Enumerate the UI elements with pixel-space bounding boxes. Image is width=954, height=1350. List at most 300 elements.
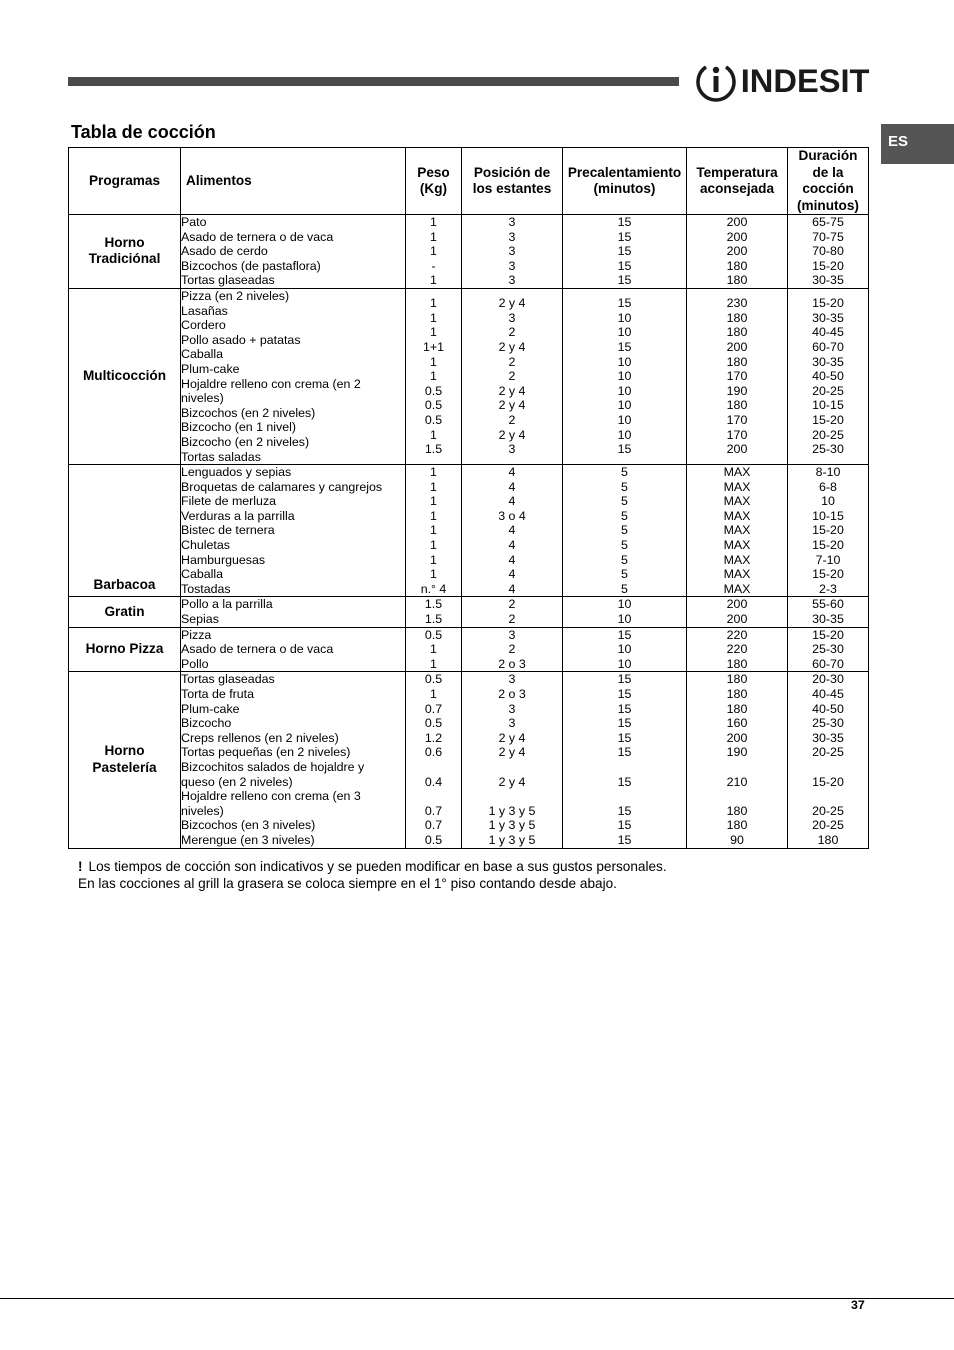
program-name: Barbacoa: [69, 465, 181, 597]
list-item: 90: [730, 832, 744, 847]
list-item: 1: [430, 427, 437, 442]
list-item: 1: [430, 369, 437, 384]
list-item: 0.7: [424, 701, 443, 716]
list-item: 170: [726, 369, 748, 384]
list-item: 0.7: [424, 803, 443, 818]
list-item: 3: [508, 310, 516, 325]
list-item: 1 y 3 y 5: [488, 818, 536, 833]
list-item: 2 y 4: [498, 774, 526, 789]
table-row: [69, 215, 869, 289]
list-item: 160: [726, 716, 748, 731]
note-line-2: En las cocciones al grill la grasera se coloca siempre en el 1° piso contando desde abajo.: [78, 876, 617, 891]
list-item: 10: [617, 398, 632, 413]
value-list-dur: [788, 465, 869, 597]
list-item: 65-75: [812, 215, 844, 229]
list-item: 1: [430, 567, 437, 582]
list-item: 1 y 3 y 5: [488, 803, 536, 818]
list-item: 3: [508, 273, 516, 288]
list-item: 200: [726, 612, 748, 627]
list-item: 1: [430, 494, 437, 509]
list-item: 20-25: [812, 803, 844, 818]
list-item: Pollo: [181, 656, 209, 671]
list-item: 15-20: [812, 627, 844, 642]
list-item: 20-30: [812, 672, 844, 687]
list-item: 4: [508, 465, 516, 480]
list-item: 3: [508, 672, 516, 687]
value-list-pre: [563, 627, 687, 672]
program-name: Gratin: [69, 597, 181, 627]
header-bar: [68, 77, 679, 86]
list-item: 10: [617, 642, 632, 657]
list-item: Pollo a la parrilla: [181, 597, 273, 612]
table-row: [69, 672, 869, 848]
value-list-peso: [406, 215, 462, 289]
list-item: 10: [617, 597, 632, 612]
list-item: 3: [508, 701, 516, 716]
list-item: 1.5: [424, 612, 443, 627]
list-item: 15: [617, 716, 632, 731]
value-list-dur: [788, 627, 869, 672]
list-item: Caballa: [181, 347, 224, 362]
list-item: 20-25: [812, 427, 844, 442]
list-item: 15-20: [812, 774, 844, 789]
list-item: 210: [726, 774, 748, 789]
list-item: 1: [430, 273, 437, 288]
list-item: Plum-cake: [181, 361, 240, 376]
value-list-dur: [788, 672, 869, 848]
list-item: Chuletas: [181, 538, 230, 553]
list-item: 5: [621, 508, 628, 523]
list-item: 190: [726, 383, 748, 398]
list-item: 15: [617, 296, 632, 311]
page-title: Tabla de cocción: [71, 122, 216, 142]
note-line-1: ! Los tiempos de cocción son indicativos y se pueden modificar en base a sus gustos personales.: [78, 859, 667, 874]
list-item: 2: [508, 413, 516, 428]
list-item: 0.5: [424, 716, 443, 731]
list-item: Bizcocho (en 1 nivel): [181, 420, 297, 435]
list-item: 25-30: [812, 642, 844, 657]
value-list-peso: [406, 288, 462, 464]
program-name: Multicocción: [69, 288, 181, 464]
value-list-pre: [563, 465, 687, 597]
column-header: Programas: [69, 148, 181, 215]
list-item: 15: [617, 244, 632, 259]
list-item: Torta de fruta: [181, 687, 255, 701]
list-item: [687, 789, 787, 804]
list-item: [406, 760, 461, 775]
list-item: 3: [508, 258, 516, 273]
list-item: 0.5: [424, 627, 443, 642]
list-item: 15: [617, 672, 632, 687]
list-item: 40-50: [812, 701, 844, 716]
value-list-dur: [788, 597, 869, 627]
list-item: 1: [430, 310, 437, 325]
list-item: 3 o 4: [498, 508, 526, 523]
list-item: 180: [726, 818, 748, 833]
list-item: 2 y 4: [498, 296, 526, 311]
food-list: [181, 597, 406, 627]
list-item: 10-15: [812, 398, 844, 413]
list-item: 10: [617, 656, 632, 671]
list-item: 1: [430, 538, 437, 553]
list-item: 15: [617, 215, 632, 229]
list-item: Pato: [181, 215, 207, 229]
list-item: Verduras a la parrilla: [181, 508, 295, 523]
warning-icon: !: [78, 859, 83, 874]
list-item: 2: [508, 597, 516, 612]
column-header: Duración de la cocción (minutos): [788, 148, 869, 215]
list-item: 10: [617, 427, 632, 442]
table-row: [69, 465, 869, 597]
list-item: 5: [621, 523, 628, 538]
list-item: 70-75: [812, 229, 844, 244]
list-item: 15: [617, 273, 632, 288]
list-item: 1: [430, 354, 437, 369]
list-item: Bizcochos (en 3 niveles): [181, 818, 316, 833]
list-item: [563, 760, 686, 775]
list-item: 15-20: [812, 538, 844, 553]
value-list-pre: [563, 672, 687, 848]
list-item: 170: [726, 413, 748, 428]
list-item: 200: [726, 730, 748, 745]
list-item: 20-25: [812, 383, 844, 398]
list-item: 0.6: [424, 745, 443, 760]
table-row: [69, 597, 869, 627]
list-item: 3: [508, 215, 516, 229]
list-item: 5: [621, 581, 628, 596]
list-item: 30-35: [812, 354, 844, 369]
list-item: 15: [617, 258, 632, 273]
list-item: MAX: [723, 581, 751, 596]
list-item: 15: [617, 627, 632, 642]
list-item: 15-20: [812, 413, 844, 428]
list-item: 4: [508, 567, 516, 582]
list-item: 25-30: [812, 716, 844, 731]
list-item: 180: [726, 656, 748, 671]
list-item: 180: [817, 832, 839, 847]
list-item: MAX: [723, 494, 751, 509]
list-item: 200: [726, 442, 748, 457]
column-header: Peso (Kg): [406, 148, 462, 215]
list-item: 5: [621, 465, 628, 480]
list-item: 15: [617, 818, 632, 833]
list-item: 25-30: [812, 442, 844, 457]
list-item: 2: [508, 325, 516, 340]
table-row: [69, 288, 869, 464]
list-item: niveles): [181, 391, 224, 406]
list-item: MAX: [723, 479, 751, 494]
list-item: 2 y 4: [498, 427, 526, 442]
list-item: Bizcochitos salados de hojaldre y: [181, 759, 365, 774]
value-list-temp: [687, 627, 788, 672]
list-item: [462, 760, 562, 775]
list-item: 200: [726, 244, 748, 259]
value-list-pre: [563, 288, 687, 464]
list-item: 40-50: [812, 369, 844, 384]
list-item: 190: [726, 745, 748, 760]
program-name: Horno Pastelería: [69, 672, 181, 848]
list-item: 2 o 3: [498, 687, 526, 701]
list-item: Asado de ternera o de vaca: [181, 642, 334, 657]
value-list-pos: [462, 215, 563, 289]
value-list-temp: [687, 672, 788, 848]
list-item: 15: [617, 745, 632, 760]
list-item: 2 y 4: [498, 398, 526, 413]
column-header: Posición de los estantes: [462, 148, 563, 215]
list-item: Bizcochos (en 2 niveles): [181, 405, 316, 420]
list-item: 200: [726, 215, 748, 229]
value-list-dur: [788, 288, 869, 464]
list-item: 1: [430, 523, 437, 538]
list-item: 5: [621, 567, 628, 582]
list-item: 30-35: [812, 612, 844, 627]
table-row: [69, 627, 869, 672]
list-item: Pizza: [181, 627, 212, 642]
list-item: MAX: [723, 523, 751, 538]
list-item: 15: [617, 701, 632, 716]
value-list-pre: [563, 597, 687, 627]
list-item: 200: [726, 229, 748, 244]
list-item: 0.5: [424, 672, 443, 687]
list-item: 15: [617, 803, 632, 818]
list-item: 1: [430, 325, 437, 340]
list-item: 60-70: [812, 656, 844, 671]
list-item: 1.5: [424, 597, 443, 612]
list-item: 7-10: [815, 552, 841, 567]
list-item: [563, 789, 686, 804]
value-list-pos: [462, 627, 563, 672]
list-item: 170: [726, 427, 748, 442]
list-item: 10-15: [812, 508, 844, 523]
list-item: Tortas saladas: [181, 449, 261, 464]
list-item: 1: [430, 215, 437, 229]
list-item: 15: [617, 340, 632, 355]
list-item: 200: [726, 340, 748, 355]
list-item: Tortas glaseadas: [181, 672, 275, 687]
list-item: 180: [726, 687, 748, 701]
program-name: Horno Tradiciónal: [69, 215, 181, 289]
value-list-temp: [687, 288, 788, 464]
language-tab: ES: [881, 124, 954, 164]
list-item: Asado de cerdo: [181, 244, 268, 259]
list-item: 180: [726, 398, 748, 413]
list-item: 70-80: [812, 244, 844, 259]
list-item: 4: [508, 552, 516, 567]
value-list-pos: [462, 672, 563, 848]
list-item: 2: [508, 354, 516, 369]
list-item: 0.4: [424, 774, 443, 789]
value-list-pos: [462, 465, 563, 597]
list-item: 40-45: [812, 687, 844, 701]
list-item: Merengue (en 3 niveles): [181, 832, 315, 847]
list-item: 10: [617, 354, 632, 369]
program-name: Horno Pizza: [69, 627, 181, 672]
list-item: 1 y 3 y 5: [488, 832, 536, 847]
list-item: Lenguados y sepias: [181, 465, 292, 480]
list-item: 2: [508, 642, 516, 657]
table-header-row: [69, 148, 869, 215]
list-item: niveles): [181, 803, 224, 818]
list-item: 2-3: [819, 581, 837, 596]
list-item: 180: [726, 701, 748, 716]
list-item: 1.2: [424, 730, 443, 745]
list-item: [788, 760, 868, 775]
list-item: 1.5: [424, 442, 443, 457]
list-item: [788, 789, 868, 804]
column-header: Alimentos: [181, 148, 406, 215]
list-item: 0.7: [424, 818, 443, 833]
footer-rule: [0, 1298, 954, 1299]
list-item: 2 o 3: [498, 656, 526, 671]
list-item: 5: [621, 552, 628, 567]
list-item: 4: [508, 523, 516, 538]
list-item: Sepias: [181, 612, 219, 627]
list-item: 3: [508, 716, 516, 731]
list-item: 180: [726, 273, 748, 288]
list-item: 10: [617, 369, 632, 384]
list-item: 0.5: [424, 383, 443, 398]
list-item: 180: [726, 310, 748, 325]
list-item: 15: [617, 832, 632, 847]
list-item: 200: [726, 597, 748, 612]
list-item: 180: [726, 672, 748, 687]
list-item: Broquetas de calamares y cangrejos: [181, 479, 383, 494]
value-list-peso: [406, 465, 462, 597]
list-item: 1: [430, 229, 437, 244]
value-list-pos: [462, 597, 563, 627]
list-item: Hamburguesas: [181, 552, 266, 567]
list-item: Lasañas: [181, 303, 228, 318]
list-item: [462, 789, 562, 804]
list-item: 30-35: [812, 730, 844, 745]
list-item: MAX: [723, 508, 751, 523]
list-item: 4: [508, 479, 516, 494]
value-list-temp: [687, 215, 788, 289]
list-item: 5: [621, 494, 628, 509]
food-list: [181, 465, 406, 597]
list-item: 30-35: [812, 310, 844, 325]
list-item: 1: [430, 508, 437, 523]
list-item: 10: [617, 383, 632, 398]
list-item: 1: [430, 479, 437, 494]
list-item: 10: [617, 612, 632, 627]
list-item: 40-45: [812, 325, 844, 340]
list-item: Hojaldre relleno con crema (en 2: [181, 376, 361, 391]
list-item: Pizza (en 2 niveles): [181, 288, 290, 303]
list-item: Bizcocho: [181, 716, 232, 731]
list-item: 3: [508, 627, 516, 642]
list-item: 3: [508, 244, 516, 259]
list-item: 4: [508, 538, 516, 553]
notes: [78, 858, 667, 892]
food-list: [181, 627, 406, 672]
list-item: Caballa: [181, 567, 224, 582]
list-item: 5: [621, 479, 628, 494]
list-item: 15: [617, 687, 632, 701]
indesit-logo-icon: [694, 59, 738, 103]
list-item: 15-20: [812, 296, 844, 311]
list-item: 0.5: [424, 832, 443, 847]
list-item: 1: [430, 296, 437, 311]
list-item: 1: [430, 465, 437, 480]
list-item: 8-10: [815, 465, 841, 480]
list-item: MAX: [723, 538, 751, 553]
column-header: Precalentamiento (minutos): [563, 148, 687, 215]
list-item: 30-35: [812, 273, 844, 288]
value-list-pre: [563, 215, 687, 289]
list-item: 1: [430, 656, 437, 671]
value-list-pos: [462, 288, 563, 464]
list-item: 10: [821, 494, 835, 509]
page-number: 37: [851, 1298, 865, 1312]
list-item: 1: [430, 244, 437, 259]
list-item: 220: [726, 627, 748, 642]
list-item: n.° 4: [420, 581, 447, 596]
value-list-peso: [406, 597, 462, 627]
list-item: 5: [621, 538, 628, 553]
list-item: 15: [617, 730, 632, 745]
list-item: 2 y 4: [498, 383, 526, 398]
list-item: 55-60: [812, 597, 844, 612]
list-item: MAX: [723, 567, 751, 582]
list-item: 15: [617, 442, 632, 457]
list-item: Hojaldre relleno con crema (en 3: [181, 789, 361, 804]
list-item: Asado de ternera o de vaca: [181, 229, 334, 244]
list-item: queso (en 2 niveles): [181, 774, 293, 789]
list-item: -: [431, 258, 436, 273]
list-item: 0.5: [424, 413, 443, 428]
list-item: MAX: [723, 552, 751, 567]
list-item: 15: [617, 229, 632, 244]
list-item: 20-25: [812, 818, 844, 833]
list-item: [687, 760, 787, 775]
list-item: 10: [617, 310, 632, 325]
list-item: 2 y 4: [498, 730, 526, 745]
list-item: 1+1: [422, 340, 445, 355]
list-item: Bistec de ternera: [181, 523, 275, 538]
list-item: Bizcocho (en 2 niveles): [181, 434, 310, 449]
list-item: 1: [430, 552, 437, 567]
list-item: 2: [508, 369, 516, 384]
value-list-temp: [687, 597, 788, 627]
cooking-table: [68, 147, 869, 849]
list-item: 230: [726, 296, 748, 311]
list-item: 1: [430, 642, 437, 657]
list-item: Tostadas: [181, 581, 231, 596]
list-item: 6-8: [819, 479, 837, 494]
list-item: 60-70: [812, 340, 844, 355]
list-item: 1: [430, 687, 437, 701]
food-list: [181, 215, 406, 289]
brand-name: INDESIT: [740, 62, 870, 99]
list-item: 3: [508, 229, 516, 244]
column-header: Temperatura aconsejada: [687, 148, 788, 215]
list-item: Creps rellenos (en 2 niveles): [181, 730, 339, 745]
value-list-peso: [406, 672, 462, 848]
list-item: Cordero: [181, 318, 226, 333]
list-item: 2: [508, 612, 516, 627]
list-item: 0.5: [424, 398, 443, 413]
list-item: 180: [726, 325, 748, 340]
list-item: 15: [617, 774, 632, 789]
list-item: 180: [726, 354, 748, 369]
list-item: Bizcochos (de pastaflora): [181, 258, 321, 273]
list-item: 20-25: [812, 745, 844, 760]
list-item: Tortas glaseadas: [181, 273, 275, 288]
list-item: Plum-cake: [181, 701, 240, 716]
value-list-temp: [687, 465, 788, 597]
list-item: Tortas pequeñas (en 2 niveles): [181, 745, 351, 760]
